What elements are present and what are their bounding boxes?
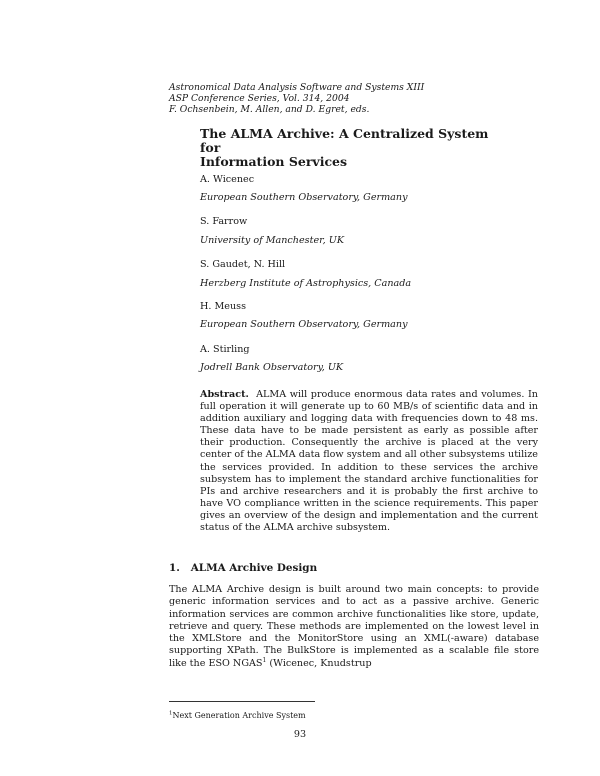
- author-affiliation: University of Manchester, UK: [200, 235, 344, 246]
- header-editors: F. Ochsenbein, M. Allen, and D. Egret, eds.: [169, 104, 370, 115]
- title-line-1: The ALMA Archive: A Centralized System for: [200, 126, 489, 155]
- header-volume: ASP Conference Series, Vol. 314, 2004: [169, 93, 350, 104]
- paper-title: [200, 127, 500, 169]
- footnote-mark: 1: [169, 710, 173, 717]
- author-affiliation: Jodrell Bank Observatory, UK: [200, 362, 344, 373]
- footnote-ref[interactable]: 1: [262, 656, 267, 664]
- author-name: A. Stirling: [200, 344, 250, 355]
- abstract: [200, 389, 538, 534]
- footnote-text: Next Generation Archive System: [172, 711, 306, 720]
- author-name: S. Farrow: [200, 216, 248, 227]
- author-name: H. Meuss: [200, 301, 246, 312]
- section-body-text: The ALMA Archive design is built around two main concepts: to provide generic information services and to act as a passive archive. Generic information services are common archive functionalities like store, update, retrieve and query. These methods are implemented on the lowest level in the XMLStore and the MonitorStore using an XML(-aware) database supporting XPath. The BulkStore is implemented as a scalable file store like the ESO NGAS: [169, 584, 539, 669]
- section-heading: 1. ALMA Archive Design: [169, 562, 318, 574]
- title-line-2: Information Services: [200, 154, 348, 169]
- author-name: S. Gaudet, N. Hill: [200, 259, 286, 270]
- header-series: Astronomical Data Analysis Software and Systems XIII: [169, 82, 425, 93]
- author-affiliation: European Southern Observatory, Germany: [200, 319, 408, 330]
- footnote-rule: [169, 701, 315, 702]
- section-body-continuation: (Wicenec, Knudstrup: [266, 657, 372, 669]
- section-body: [169, 584, 539, 670]
- page-number: 93: [293, 729, 307, 740]
- author-affiliation: Herzberg Institute of Astrophysics, Canada: [200, 278, 412, 289]
- author-affiliation: European Southern Observatory, Germany: [200, 192, 408, 203]
- abstract-label: Abstract.: [200, 389, 249, 400]
- abstract-text: ALMA will produce enormous data rates and volumes. In full operation it will generate up to 60 MB/s of scientific data and in addition auxiliary and logging data with frequencies down to 48 ms. These data have to be made persistent as early as possible after their production. Consequently the archive is placed at the very center of the ALMA data flow system and all other subsystems utilize the services provided. In addition to these services the archive subsystem has to implement the standard archive functionalities for PIs and archive researchers and it is probably the first archive to have VO compliance written in the science requirements. This paper gives an overview of the design and implementation and the current status of the ALMA archive subsystem.: [200, 389, 538, 534]
- author-name: A. Wicenec: [200, 174, 255, 185]
- footnote: [169, 711, 306, 720]
